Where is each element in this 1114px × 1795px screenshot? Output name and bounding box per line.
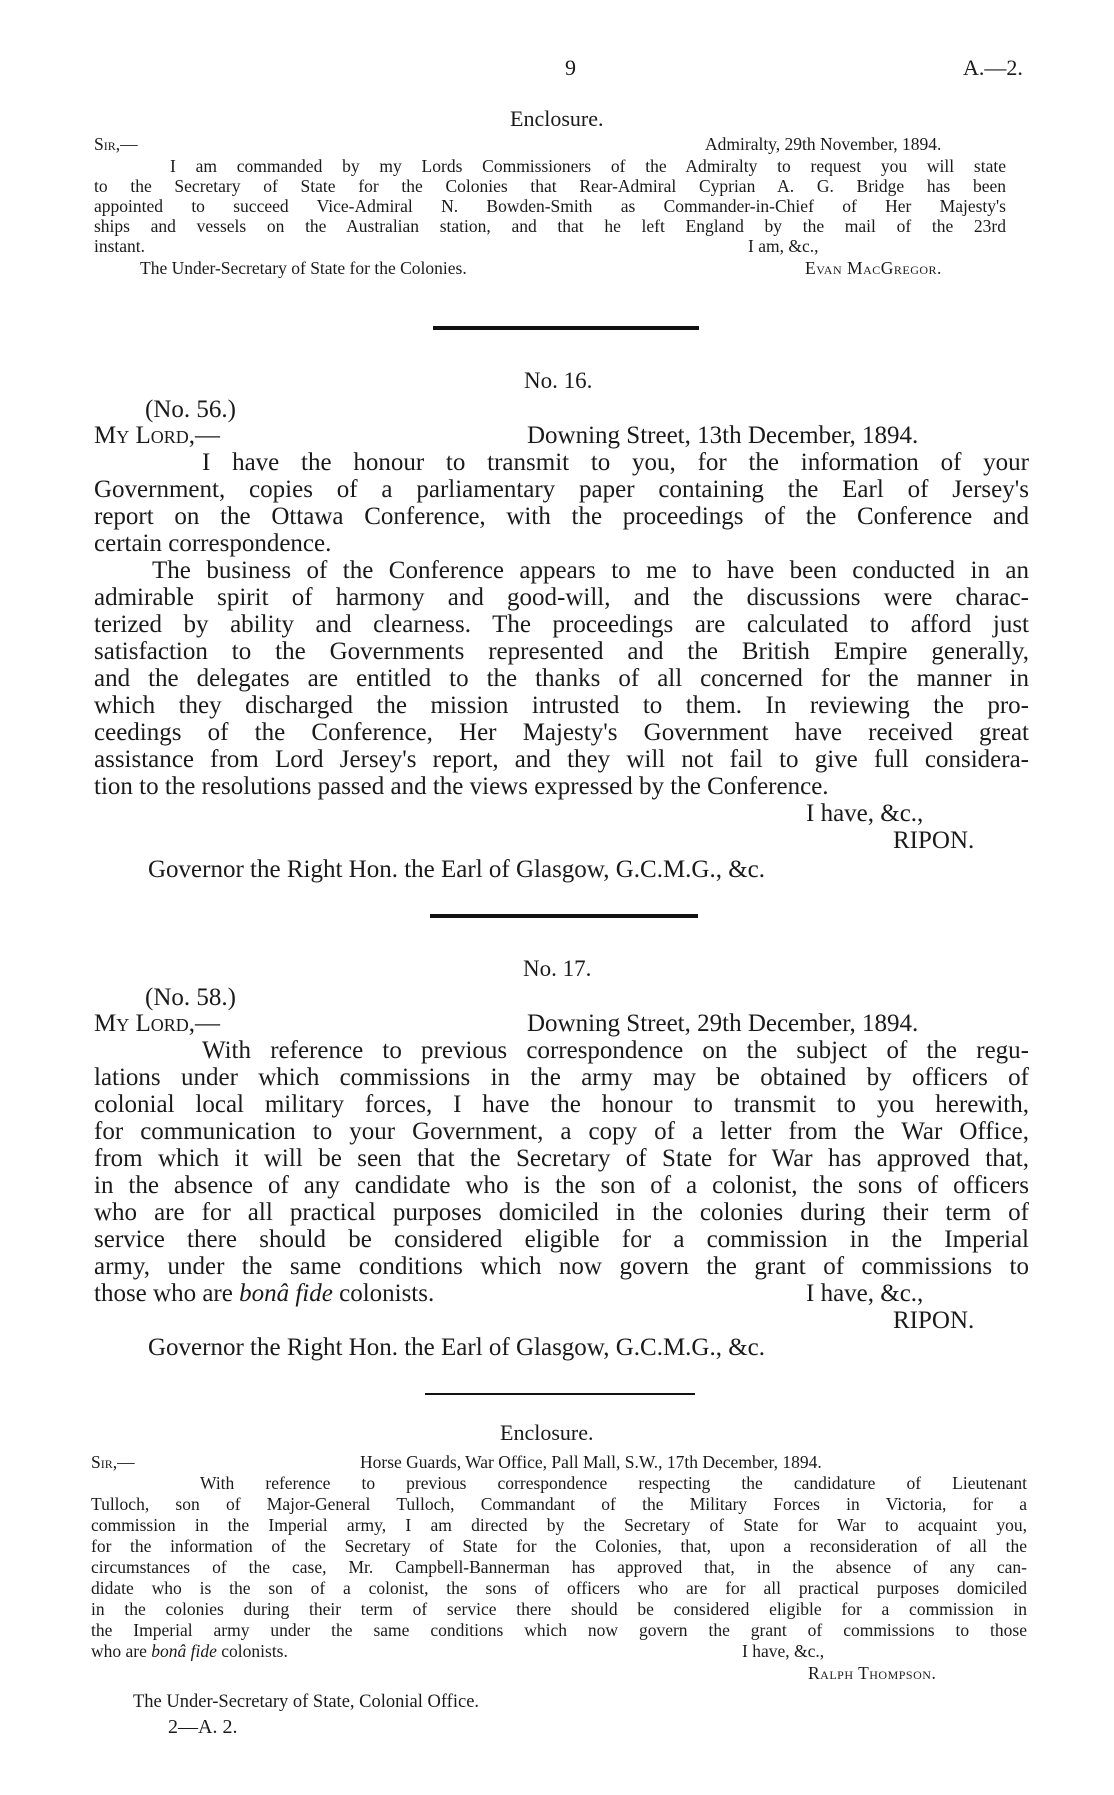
signature-mark: 2—A. 2. [168, 1716, 238, 1738]
closing: I have, &c., [806, 1280, 924, 1307]
text-run: colonists. [216, 1641, 288, 1661]
body-line: and the delegates are entitled to the thanks of all concerned for the manner in [94, 665, 1029, 692]
body-line: Government, copies of a parliamentary paper containing the Earl of Jersey's [94, 476, 1029, 503]
text-run: those who are [94, 1280, 240, 1307]
body-line: for the information of the Secretary of State for the Colonies, that, upon a reconsideration of all the [91, 1536, 1027, 1556]
salutation: My Lord,— [94, 1010, 221, 1037]
closing: I am, &c., [748, 236, 819, 256]
closing: I have, &c., [742, 1641, 825, 1661]
section-divider [430, 914, 698, 918]
addressee: Governor the Right Hon. the Earl of Glasgow, G.C.M.G., &c. [148, 856, 766, 883]
italic-phrase: bonâ fide [239, 1280, 333, 1307]
salutation: My Lord,— [94, 422, 221, 449]
body-line-last [94, 1280, 434, 1307]
body-line: the Imperial army under the same conditions which now govern the grant of commissions to those [91, 1620, 1027, 1640]
despatch-heading: No. 16. [524, 368, 593, 393]
body-line: for communication to your Government, a copy of a letter from the War Office, [94, 1118, 1029, 1145]
document-reference: A.—2. [963, 55, 1023, 80]
body-line: circumstances of the case, Mr. Campbell-Bannerman has approved that, in the absence of any can- [91, 1557, 1027, 1577]
signature: Evan MacGregor. [805, 258, 942, 278]
enclosure-heading: Enclosure. [510, 106, 604, 131]
body-line-last: tion to the resolutions passed and the views expressed by the Conference. [94, 773, 829, 800]
despatch-ref: (No. 56.) [145, 396, 236, 423]
body-line: I have the honour to transmit to you, for the information of your [202, 449, 1029, 476]
body-line-last [91, 1641, 288, 1661]
page-number: 9 [565, 55, 576, 80]
body-line: terized by ability and clearness. The proceedings are calculated to afford just [94, 611, 1029, 638]
dateline: Admiralty, 29th November, 1894. [705, 134, 942, 154]
body-line: didate who is the son of a colonist, the sons of officers who are for all practical purposes domiciled [91, 1578, 1027, 1598]
body-line: I am commanded by my Lords Commissioners of the Admiralty to request you will state [170, 156, 1006, 176]
body-line: admirable spirit of harmony and good-will, and the discussions were charac- [94, 584, 1029, 611]
despatch-heading: No. 17. [523, 956, 592, 981]
body-line: With reference to previous correspondence respecting the candidature of Lieutenant [200, 1473, 1027, 1493]
body-line: satisfaction to the Governments represented and the British Empire generally, [94, 638, 1029, 665]
body-line: lations under which commissions in the army may be obtained by officers of [94, 1064, 1029, 1091]
body-line: ceedings of the Conference, Her Majesty's Government have received great [94, 719, 1029, 746]
dateline: Downing Street, 29th December, 1894. [527, 1010, 919, 1037]
body-line: service there should be considered eligible for a commission in the Imperial [94, 1226, 1029, 1253]
body-line: colonial local military forces, I have the honour to transmit to you herewith, [94, 1091, 1029, 1118]
body-line: to the Secretary of State for the Colonies that Rear-Admiral Cyprian A. G. Bridge has been [94, 176, 1006, 196]
body-line: assistance from Lord Jersey's report, and they will not fail to give full considera- [94, 746, 1029, 773]
enclosure-heading: Enclosure. [500, 1420, 594, 1445]
signature: RIPON. [893, 827, 975, 854]
body-line: Tulloch, son of Major-General Tulloch, Commandant of the Military Forces in Victoria, for a [91, 1494, 1027, 1514]
dateline: Downing Street, 13th December, 1894. [527, 422, 919, 449]
body-line: in the absence of any candidate who is the son of a colonist, the sons of officers [94, 1172, 1029, 1199]
body-line: appointed to succeed Vice-Admiral N. Bowden-Smith as Commander-in-Chief of Her Majesty's [94, 196, 1006, 216]
body-line: army, under the same conditions which now govern the grant of commissions to [94, 1253, 1029, 1280]
salutation: Sir,— [94, 134, 138, 154]
signature: RIPON. [893, 1307, 975, 1334]
italic-phrase: bonâ fide [151, 1641, 217, 1661]
closing: I have, &c., [806, 800, 924, 827]
text-run: who are [91, 1641, 152, 1661]
body-line: in the colonies during their term of service there should be considered eligible for a commission in [91, 1599, 1027, 1619]
body-line: commission in the Imperial army, I am directed by the Secretary of State for War to acquaint you, [91, 1515, 1027, 1535]
section-divider [433, 326, 699, 330]
body-line: which they discharged the mission intrusted to them. In reviewing the pro- [94, 692, 1029, 719]
body-line-last: instant. [94, 236, 146, 256]
body-line: ships and vessels on the Australian station, and that he left England by the mail of the 23rd [94, 216, 1006, 236]
signature: Ralph Thompson. [808, 1663, 937, 1683]
body-line-last: certain correspondence. [94, 530, 332, 557]
addressee: The Under-Secretary of State for the Colonies. [140, 258, 467, 278]
despatch-ref: (No. 58.) [145, 984, 236, 1011]
addressee: Governor the Right Hon. the Earl of Glasgow, G.C.M.G., &c. [148, 1334, 766, 1361]
body-line: from which it will be seen that the Secretary of State for War has approved that, [94, 1145, 1029, 1172]
salutation: Sir,— [91, 1452, 135, 1472]
section-divider [425, 1393, 695, 1395]
body-line: The business of the Conference appears to me to have been conducted in an [152, 557, 1029, 584]
body-line: With reference to previous correspondence on the subject of the regu- [202, 1037, 1029, 1064]
body-line: who are for all practical purposes domiciled in the colonies during their term of [94, 1199, 1029, 1226]
addressee: The Under-Secretary of State, Colonial Office. [133, 1692, 480, 1712]
text-run: colonists. [332, 1280, 435, 1307]
body-line: report on the Ottawa Conference, with the proceedings of the Conference and [94, 503, 1029, 530]
dateline: Horse Guards, War Office, Pall Mall, S.W., 17th December, 1894. [360, 1452, 822, 1472]
